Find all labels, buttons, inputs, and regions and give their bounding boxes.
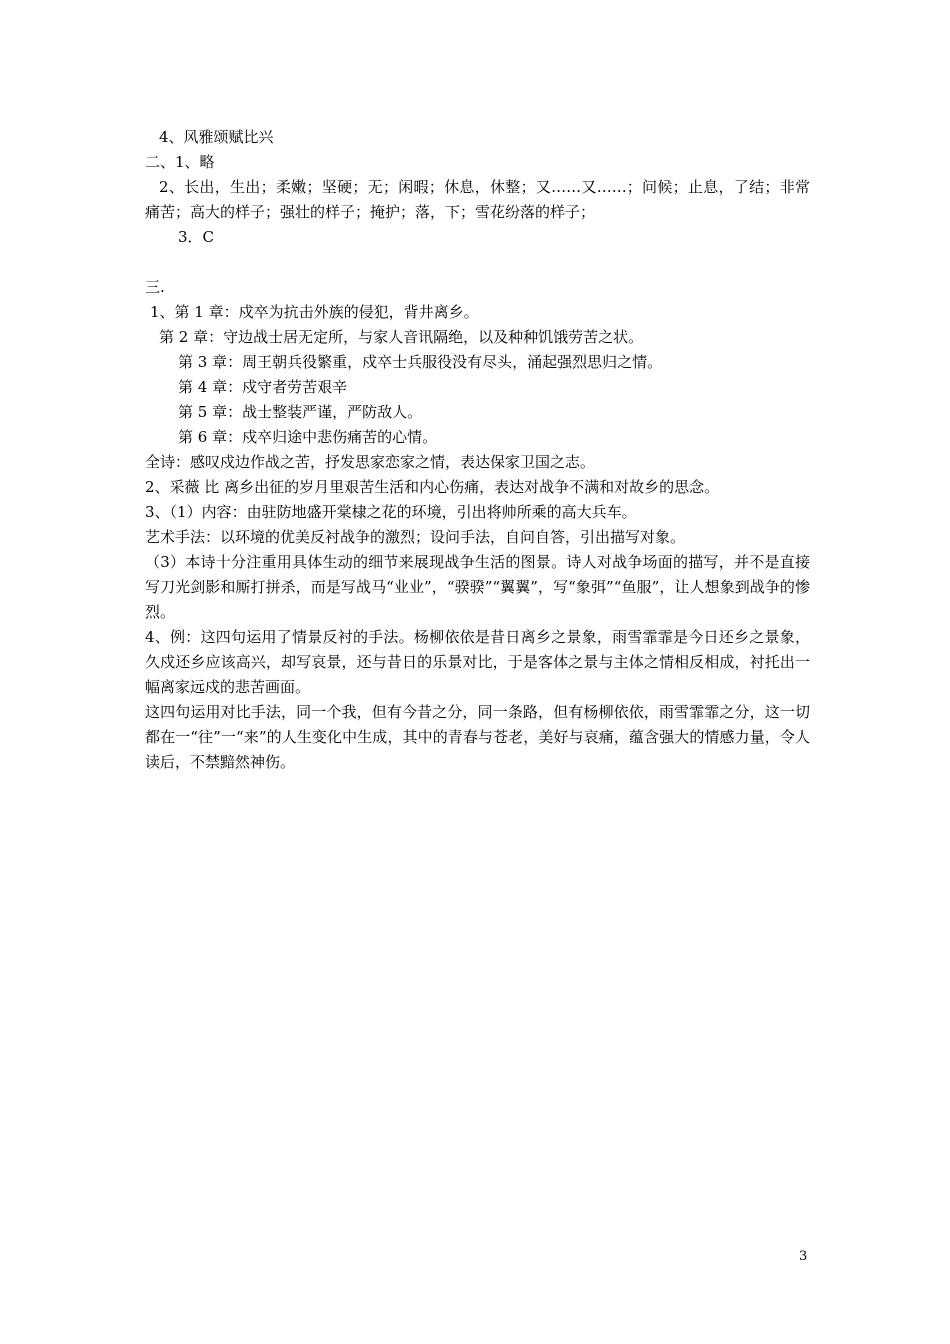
answer-3-technique: 艺术手法：以环境的优美反衬战争的激烈；设问手法，自问自答，引出描写对象。: [145, 528, 686, 546]
page-number: 3: [799, 1249, 808, 1264]
whole-poem-summary: 全诗：感叹戍边作战之苦，抒发思家恋家之情，表达保家卫国之志。: [145, 453, 596, 471]
section-three-heading: 三.: [145, 278, 165, 296]
chapter-5-summary: 第 5 章：战士整装严谨，严防敌人。: [178, 403, 423, 421]
chapter-2-summary: 第 2 章：守边战士居无定所，与家人音讯隔绝，以及种种饥饿劳苦之状。: [159, 328, 644, 346]
answer-2: 2、采薇 比 离乡出征的岁月里艰苦生活和内心伤痛，表达对战争不满和对故乡的思念。: [145, 478, 720, 496]
chapter-6-summary: 第 6 章：戍卒归途中悲伤痛苦的心情。: [178, 428, 438, 446]
chapter-1-summary: 1、第 1 章：戍卒为抗击外族的侵犯，背井离乡。: [150, 303, 479, 321]
document-body: [145, 125, 810, 775]
answer-3-content: 3、（1）内容：由驻防地盛开棠棣之花的环境，引出将帅所乘的高大兵车。: [145, 503, 637, 521]
chapter-4-summary: 第 4 章：戍守者劳苦艰辛: [178, 378, 348, 396]
answer-3-part-3: （3）本诗十分注重用具体生动的细节来展现战争生活的图景。诗人对战争场面的描写，并不是直接写刀光剑影和厮打拼杀，而是写战马“业业”，“骙骙”“翼翼”，写“象弭”“鱼服”，让人想象到战争的惨烈。: [145, 553, 810, 621]
answer-line-4: 4、风雅颂赋比兴: [159, 128, 274, 146]
section-two-line-2: 2、长出，生出；柔嫩；坚硬；无；闲暇；休息，休整；又……又……；问候；止息，了结；非常痛苦；高大的样子；强壮的样子；掩护；落，下；雪花纷落的样子；: [145, 178, 810, 221]
answer-4-example: 4、例：这四句运用了情景反衬的手法。杨柳依依是昔日离乡之景象，雨雪霏霏是今日还乡之景象，久戍还乡应该高兴，却写哀景，还与昔日的乐景对比，于是客体之景与主体之情相反相成，衬托出一幅离家远戍的悲苦画面。: [145, 628, 810, 696]
blank-line: [145, 250, 810, 275]
section-two-line-3: 3．C: [178, 228, 215, 246]
section-two-line-1: 二、1、略: [145, 153, 215, 171]
chapter-3-summary: 第 3 章：周王朝兵役繁重，戍卒士兵服役没有尽头，涌起强烈思归之情。: [178, 353, 663, 371]
answer-4-contrast: 这四句运用对比手法，同一个我，但有今昔之分，同一条路，但有杨柳依依，雨雪霏霏之分，这一切都在一“往”一“来”的人生变化中生成，其中的青春与苍老，美好与哀痛，蕴含强大的情感力量，令人读后，不禁黯然神伤。: [145, 703, 810, 771]
